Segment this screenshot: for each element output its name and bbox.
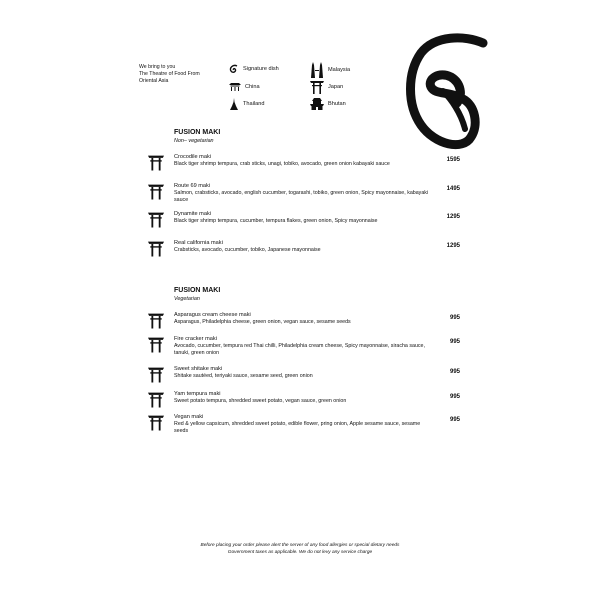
torii-gate-icon — [310, 80, 324, 94]
dish-name: Asparagus cream cheese maki — [174, 312, 251, 318]
dish-description: Crabsticks, avocado, cucumber, tobiko, Japanese mayonnaise — [174, 247, 321, 253]
dish-price: 1595 — [446, 157, 460, 163]
dish-price: 995 — [449, 369, 460, 375]
dish-name: Fire cracker maki — [174, 336, 217, 342]
intro-line-2: The Theatre of Food From — [139, 71, 200, 78]
dzong-icon — [310, 98, 324, 110]
legend-china — [229, 82, 260, 91]
dish-price: 995 — [449, 315, 460, 321]
dish-name: Yam tempura maki — [174, 391, 221, 397]
dish-description: Black tiger shrimp tempura, crab sticks, unagi, tobiko, avocado, green onion kabayaki sauce — [174, 161, 390, 167]
dish-name: Dynamite maki — [174, 211, 211, 217]
torii-gate-icon — [148, 154, 164, 171]
swirl-icon — [229, 64, 239, 74]
dish-description: Avocado, cucumber, tempura red Thai chilli, Philadelphia cream cheese, Spicy mayonnaise, siracha sauce, tanuki, green onion — [174, 343, 425, 356]
pagoda-icon — [229, 82, 241, 91]
intro-text — [139, 64, 200, 86]
dish-price: 995 — [449, 339, 460, 345]
torii-gate-icon — [148, 312, 164, 329]
footer-note — [0, 543, 600, 556]
dish-price: 1495 — [446, 186, 460, 192]
legend-thailand — [229, 98, 264, 110]
brush-swirl-logo — [405, 33, 497, 160]
footer-allergy-note: Before placing your order please alert the server of any food allergies or special dietary needs — [200, 543, 400, 548]
section-title: FUSION MAKI — [174, 287, 221, 294]
torii-gate-icon — [148, 240, 164, 257]
dish-name: Vegan maki — [174, 414, 204, 420]
dish-name: Crocodile maki — [174, 154, 211, 160]
dish-description: Asparagus, Philadelphia cheese, green onion, vegan sauce, sesame seeds — [174, 319, 351, 325]
legend-bhutan — [310, 98, 346, 110]
twin-towers-icon — [310, 62, 324, 78]
torii-gate-icon — [148, 366, 164, 383]
intro-line-3: Oriental Asia — [139, 78, 169, 85]
legend-china-label: China — [245, 83, 260, 90]
dish-name: Sweet shitake maki — [174, 366, 223, 372]
torii-gate-icon — [148, 183, 164, 200]
legend-signature-label: Signature dish — [243, 66, 279, 72]
dish-description: Shitake sautéed, teriyaki sauce, sesame seed, green onion — [174, 373, 313, 379]
temple-icon — [229, 98, 239, 110]
section-title: FUSION MAKI — [174, 129, 221, 136]
torii-gate-icon — [148, 414, 164, 431]
brush-swirl-icon — [405, 33, 497, 155]
dish-price: 1295 — [446, 243, 460, 249]
torii-gate-icon — [148, 336, 164, 353]
legend-signature — [229, 64, 279, 74]
dish-description: Red & yellow capsicum, shredded sweet potato, edible flower, pring onion, Apple sesame sauce, sesame seeds — [174, 421, 421, 434]
dish-name: Real california maki — [174, 240, 223, 246]
legend-japan — [310, 80, 343, 94]
dish-description: Sweet potato tempura, shredded sweet potato, vegan sauce, green onion — [174, 398, 347, 404]
section-header-non-veg — [174, 129, 220, 144]
legend-bhutan-label: Bhutan — [328, 101, 346, 107]
section-subtitle: Non– vegetarian — [174, 138, 214, 144]
section-subtitle: Vegetarian — [174, 296, 200, 302]
section-header-vegetarian — [174, 287, 220, 302]
dish-price: 1295 — [446, 214, 460, 220]
torii-gate-icon — [148, 211, 164, 228]
legend-japan-label: Japan — [328, 84, 344, 90]
legend-malaysia — [310, 62, 350, 78]
dish-description: Salmon, crabsticks, avocado, english cucumber, togarashi, tobiko, green onion, Spicy mayonnaise, kabayaki sauce — [174, 190, 429, 203]
dish-name: Route 69 maki — [174, 183, 211, 189]
legend-malaysia-label: Malaysia — [328, 67, 351, 73]
dish-description: Black tiger shrimp tempura, cucumber, tempura flakes, green onion, Spicy mayonnaise — [174, 218, 378, 224]
legend-thailand-label: Thailand — [243, 101, 265, 107]
intro-line-1: We bring to you — [139, 64, 176, 70]
dish-price: 995 — [449, 394, 460, 400]
torii-gate-icon — [148, 391, 164, 408]
footer-tax-note: Government taxes as applicable. We do not levy any service charge — [227, 549, 373, 555]
dish-price: 995 — [449, 417, 460, 423]
